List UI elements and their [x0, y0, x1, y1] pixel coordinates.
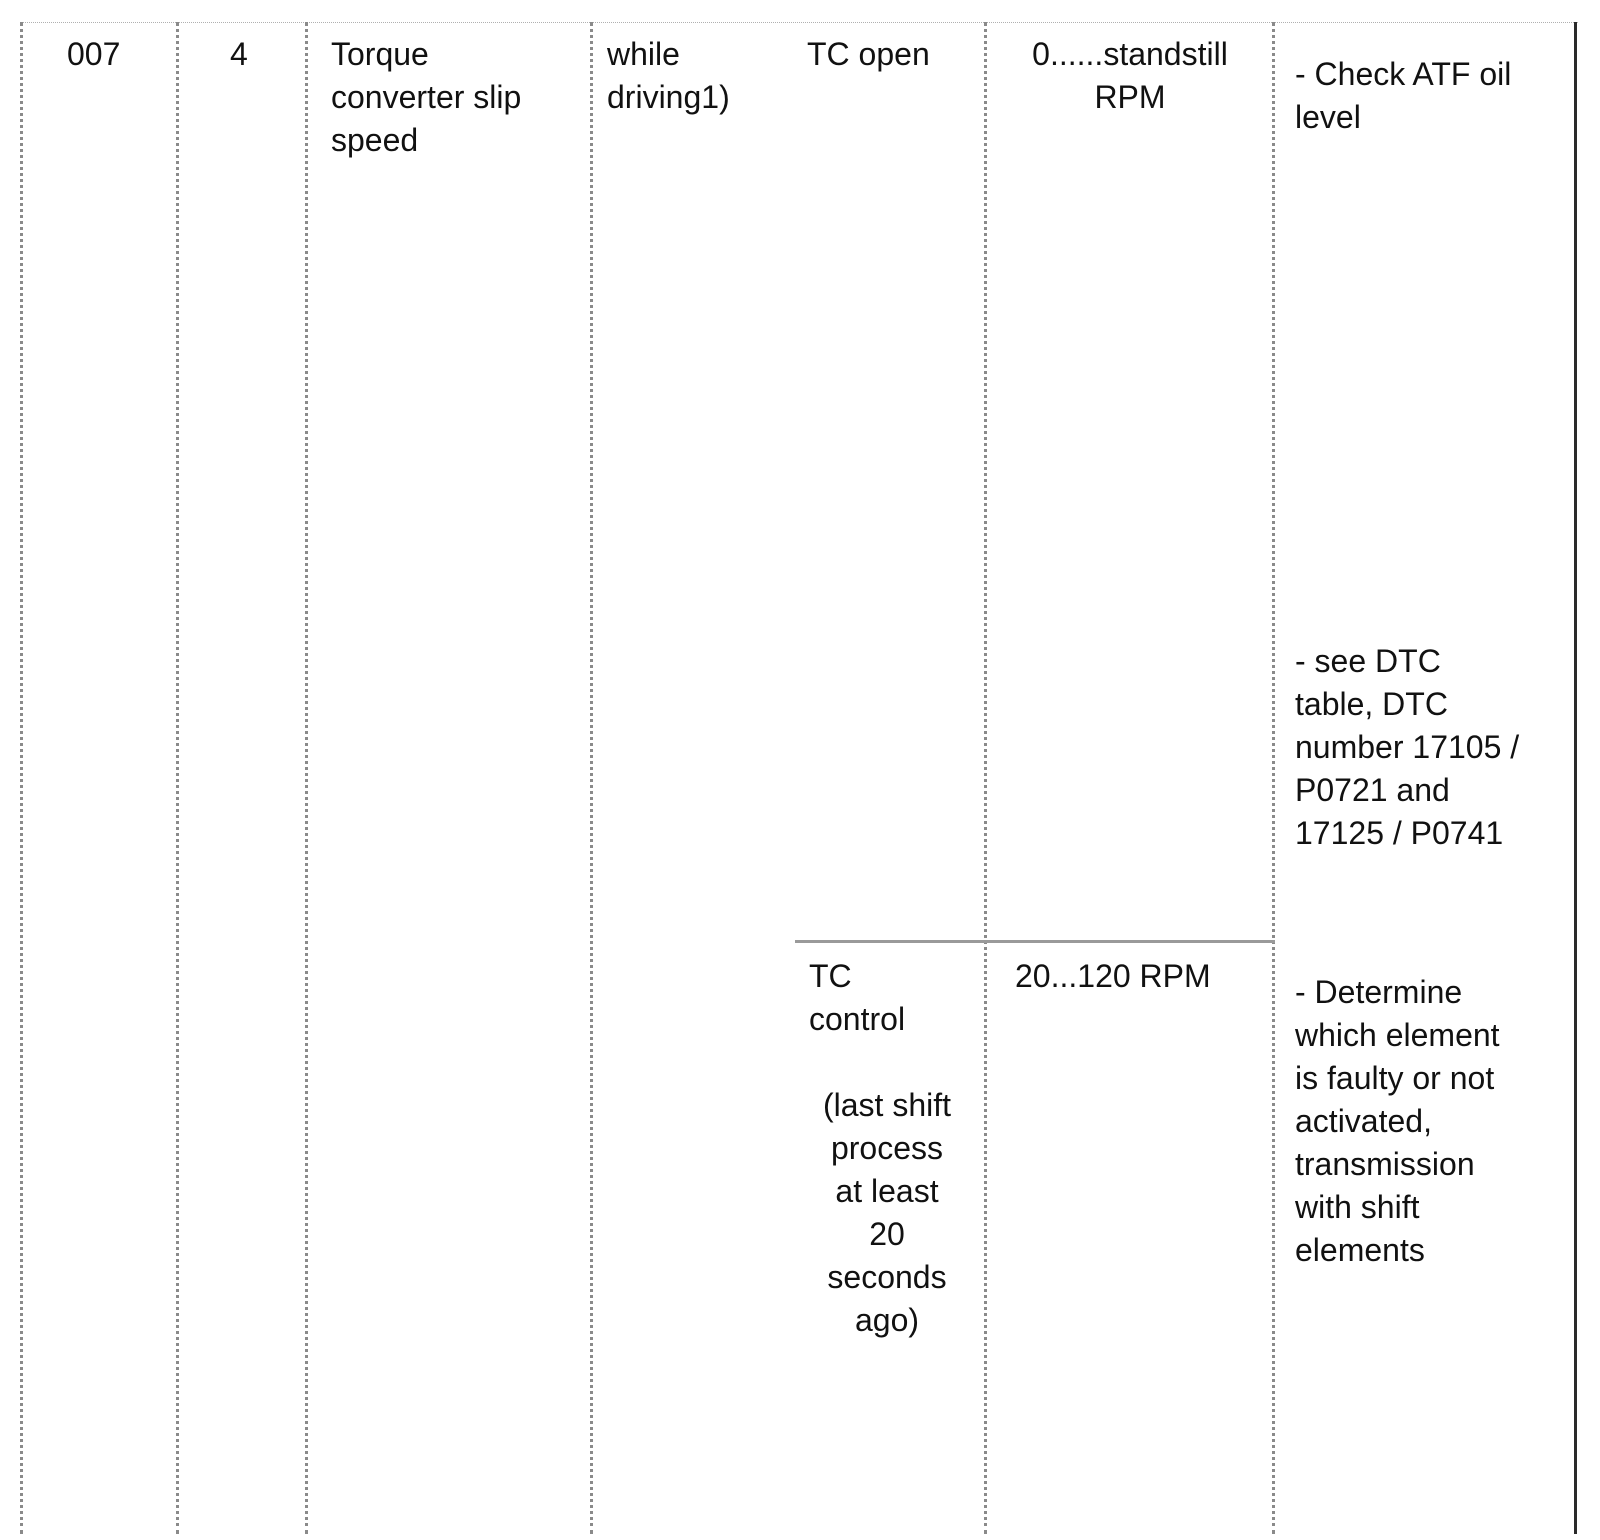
group-number: 007 [67, 36, 121, 72]
test-condition: while driving1) [607, 36, 730, 115]
state-tc-open: TC open [807, 36, 930, 72]
remedy-see-dtc: - see DTC table, DTC number 17105 / P0721 and 17125 / P0741 [1295, 643, 1520, 851]
field-number: 4 [230, 36, 248, 72]
state-tc-control: TC control [809, 958, 906, 1037]
column-border-left [20, 22, 23, 1534]
remedy-check-atf: - Check ATF oil level [1295, 56, 1512, 135]
remedy-determine-element: - Determine which element is faulty or not activated, transmission with shift elements [1295, 974, 1500, 1268]
column-border-5 [984, 22, 987, 1534]
column-border-2 [305, 22, 308, 1534]
specified-value-tc-open: 0......standstill RPM [1032, 36, 1228, 115]
measured-value-description: Torque converter slip speed [331, 36, 522, 158]
column-border-6 [1272, 22, 1275, 1534]
row-divider [795, 940, 1275, 943]
specified-value-tc-control: 20...120 RPM [1015, 958, 1211, 994]
column-border-3 [590, 22, 593, 1534]
state-tc-control-note: (last shift process at least 20 seconds ago) [822, 1087, 952, 1338]
table-top-border [20, 22, 1578, 23]
column-border-1 [176, 22, 179, 1534]
column-border-right [1574, 22, 1577, 1534]
